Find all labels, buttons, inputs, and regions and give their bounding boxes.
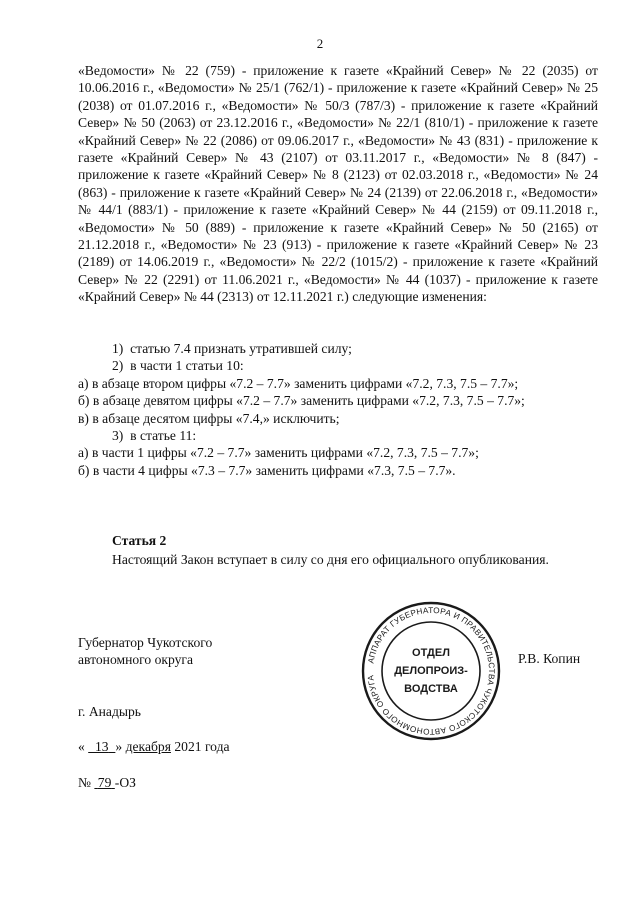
law-number-suffix: -ОЗ — [114, 775, 136, 790]
article-text: Настоящий Закон вступает в силу со дня его официального опубликования. — [112, 552, 549, 567]
list-item: 1) статью 7.4 признать утратившей силу; — [112, 341, 352, 356]
stamp-ring-text: АППАРАТ ГУБЕРНАТОРА И ПРАВИТЕЛЬСТВА ЧУКОТСКОГО АВТОНОМНОГО ОКРУГА — [366, 605, 497, 737]
office-stamp — [360, 600, 502, 742]
list-item: б) в абзаце девятом цифры «7.2 – 7.7» заменить цифрами «7.2, 7.3, 7.5 – 7.7»; — [78, 393, 525, 409]
stamp-line: ДЕЛОПРОИЗ- — [394, 665, 468, 677]
article-title: Статья 2 — [112, 533, 167, 548]
list-item: а) в абзаце втором цифры «7.2 – 7.7» заменить цифрами «7.2, 7.3, 7.5 – 7.7»; — [78, 375, 519, 391]
intro-paragraph: «Ведомости» № 22 (759) - приложение к газете «Крайний Север» № 22 (2035) от 10.06.2016 г., «Ведомости» № 25/1 (762/1) - приложение к газете «Крайний Север» № 25 (2038) от 01.07.2016 г., «Ведомости» № 50/3 (787/3) - приложение к газете «Крайний Север» № 50 (2063) от 23.12.2016 г., «Ведомости» № 22/1 (810/1) - приложение к газете «Крайний Север» № 22 (2086) от 09.06.2017 г., «Ведомости» № 43 (831) - приложение к газете «Крайний Север» № 43 (2107) от 03.11.2017 г., «Ведомости» № 8 (847) - приложение к газете «Крайний Север» № 8 (2123) от 02.03.2018 г., «Ведомости» № 24 (863) - приложение к газете «Крайний Север» № 24 (2139) от 22.06.2018 г., «Ведомости» № 44/1 (883/1) - приложение к газете «Крайний Север» № 44 (2159) от 09.11.2018 г., «Ведомости» № 50 (889) - приложение к газете «Крайний Север» № 50 (2165) от 21.12.2018 г., «Ведомости» № 23 (913) - приложение к газете «Крайний Север» № 23 (2189) от 14.06.2019 г., «Ведомости» № 22/2 (1015/2) - приложение к газете «Крайний Север» № 22 (2291) от 11.06.2021 г., «Ведомости» № 44 (1037) - приложение к газете «Крайний Север» № 44 (2313) от 12.11.2021 г.) следующие изменения: — [78, 63, 598, 305]
signatory-title — [78, 634, 278, 669]
list-item: б) в части 4 цифры «7.3 – 7.7» заменить цифрами «7.3, 7.5 – 7.7». — [78, 462, 456, 478]
date-year: 2021 года — [174, 739, 230, 754]
list-item: а) в части 1 цифры «7.2 – 7.7» заменить цифрами «7.2, 7.3, 7.5 – 7.7»; — [78, 445, 479, 461]
page-number: 2 — [316, 36, 324, 51]
date-close-quote: » — [115, 739, 123, 754]
city: г. Анадырь — [78, 704, 142, 719]
date-day: 13 — [95, 739, 109, 754]
list-item: в) в абзаце десятом цифры «7.4,» исключить; — [78, 410, 340, 426]
date-open-quote: « — [78, 739, 85, 754]
stamp-line: ВОДСТВА — [404, 683, 458, 695]
signing-date — [78, 739, 230, 755]
changes-list — [78, 340, 598, 479]
stamp-line: ОТДЕЛ — [412, 647, 450, 659]
signatory-title-line: Губернатор Чукотского — [78, 635, 213, 650]
law-number — [78, 775, 136, 791]
law-number-value: 79 — [97, 775, 112, 790]
signatory-title-line: автономного округа — [78, 652, 194, 668]
signatory-name: Р.В. Копин — [518, 651, 581, 666]
law-number-prefix: № — [78, 775, 91, 790]
date-month: декабря — [125, 739, 171, 754]
list-item: 3) в статье 11: — [112, 428, 197, 444]
list-item: 2) в части 1 статьи 10: — [112, 358, 244, 374]
